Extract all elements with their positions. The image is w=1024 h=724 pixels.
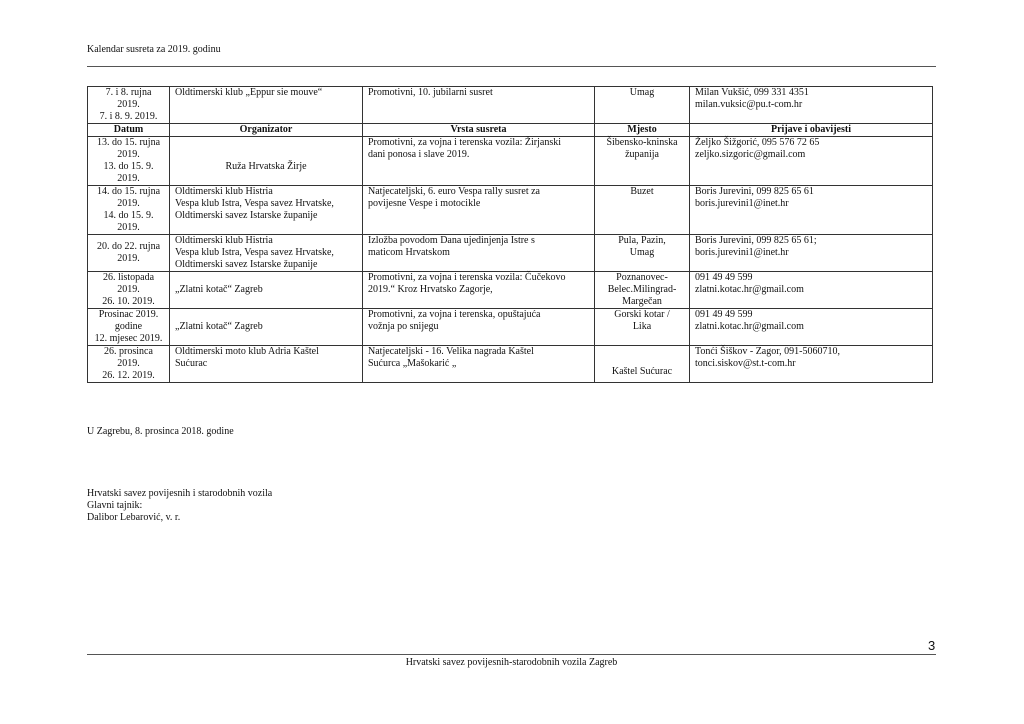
cell-line: Promotivni, za vojna i terenska, opuštajuća (368, 309, 541, 320)
table-row (88, 235, 933, 272)
type-cell (363, 87, 595, 124)
cell-line: vožnja po snijegu (368, 321, 439, 332)
organizer-cell (170, 346, 363, 383)
signature-block (87, 488, 272, 524)
cell-line: Boris Jurevini, 099 825 65 61; (695, 235, 817, 246)
cell-line: 7. i 8. rujna (105, 87, 152, 98)
date-cell (88, 346, 170, 383)
cell-line: 26. 10. 2019. (102, 296, 155, 307)
signature-name: Dalibor Lebarović, v. r. (87, 512, 181, 523)
date-cell (88, 186, 170, 235)
cell-line: godine (114, 321, 143, 332)
cell-line: Oldtimerski moto klub Adria Kaštel (175, 346, 319, 357)
footer-divider (87, 654, 936, 655)
cell-line: 2019. (117, 173, 140, 184)
cell-line: Milan Vukšić, 099 331 4351 (695, 87, 809, 98)
cell-line: 26. listopada (102, 272, 155, 283)
organizer-cell (170, 309, 363, 346)
cell-line: zeljko.sizgoric@gmail.com (695, 149, 806, 160)
place-cell (595, 272, 690, 309)
type-cell (363, 235, 595, 272)
column-header-place: Mjesto (595, 124, 690, 137)
column-header-contact: Prijave i obavijesti (690, 124, 933, 137)
cell-line: 14. do 15. 9. (103, 210, 154, 221)
document-header-title: Kalendar susreta za 2019. godinu (87, 44, 221, 55)
cell-line: boris.jurevini1@inet.hr (695, 247, 789, 258)
cell-line: Belec.Milingrad- (607, 284, 677, 295)
cell-line: Tonći Šiškov - Zagor, 091-5060710, (695, 346, 840, 357)
cell-line: Pula, Pazin, (618, 235, 666, 246)
cell-line: Umag (629, 87, 655, 98)
document-footer: Hrvatski savez povijesnih-starodobnih vozila Zagreb (405, 657, 618, 668)
cell-line: 7. i 8. 9. 2019. (99, 111, 158, 122)
contact-cell (690, 235, 933, 272)
cell-line: Margečan (622, 296, 662, 307)
contact-cell (690, 87, 933, 124)
table-row (88, 272, 933, 309)
cell-line: povijesne Vespe i motocikle (368, 198, 481, 209)
table-row (88, 346, 933, 383)
cell-line: milan.vuksic@pu.t-com.hr (695, 99, 803, 110)
date-cell (88, 272, 170, 309)
cell-line: Poznanovec- (616, 272, 668, 283)
cell-line: Boris Jurevini, 099 825 65 61 (695, 186, 814, 197)
place-cell (595, 309, 690, 346)
place-cell (595, 87, 690, 124)
cell-line: Oldtimerski savez Istarske županije (175, 210, 318, 221)
organizer-cell (170, 272, 363, 309)
cell-line: zlatni.kotac.hr@gmail.com (695, 321, 804, 332)
cell-line: „Zlatni kotač“ Zagreb (175, 284, 263, 295)
contact-cell (690, 186, 933, 235)
type-cell (363, 346, 595, 383)
type-cell (363, 309, 595, 346)
cell-line: 26. prosinca (104, 346, 153, 357)
date-cell (88, 87, 170, 124)
column-header-date: Datum (88, 124, 170, 137)
cell-line: tonci.siskov@st.t-com.hr (695, 358, 796, 369)
cell-line: boris.jurevini1@inet.hr (695, 198, 789, 209)
cell-line: maticom Hrvatskom (368, 247, 450, 258)
event-calendar-table (87, 86, 933, 383)
cell-line: 2019. (117, 149, 140, 160)
contact-cell (690, 272, 933, 309)
column-header-organizer: Organizator (170, 124, 363, 137)
cell-line: Željko Šižgorić, 095 576 72 65 (695, 137, 820, 148)
cell-line: „Zlatni kotač“ Zagreb (175, 321, 263, 332)
page-number: 3 (928, 638, 936, 653)
cell-line: Promotivni, za vojna i terenska vozila: Žirjanski (368, 137, 562, 148)
cell-line: 091 49 49 599 (695, 309, 753, 320)
cell-line: Vespa klub Istra, Vespa savez Hrvatske, (175, 198, 334, 209)
cell-line: Ruža Hrvatska Žirje (225, 161, 307, 172)
cell-line: Oldtimerski klub Histria (175, 186, 273, 197)
table-row (88, 137, 933, 186)
cell-line: Buzet (630, 186, 654, 197)
cell-line: 2019. (117, 253, 140, 264)
cell-line: 2019. (117, 222, 140, 233)
cell-line: Izložba povodom Dana ujedinjenja Istre s (368, 235, 535, 246)
column-header-type: Vrsta susreta (363, 124, 595, 137)
cell-line: 091 49 49 599 (695, 272, 753, 283)
place-and-date: U Zagrebu, 8. prosinca 2018. godine (87, 426, 234, 437)
cell-line: županija (625, 149, 659, 160)
organizer-cell (170, 87, 363, 124)
cell-line: Natjecateljski, 6. euro Vespa rally susret za (368, 186, 540, 197)
cell-line: 13. do 15. 9. (103, 161, 154, 172)
cell-line: Lika (632, 321, 652, 332)
cell-line: Sućurac (175, 358, 208, 369)
cell-line: 2019.“ Kroz Hrvatsko Zagorje, (368, 284, 493, 295)
cell-line: Kaštel Sućurac (611, 366, 673, 377)
cell-line: zlatni.kotac.hr@gmail.com (695, 284, 804, 295)
signature-organization: Hrvatski savez povijesnih i starodobnih vozila (87, 488, 273, 499)
contact-cell (690, 137, 933, 186)
cell-line: Oldtimerski klub Histria (175, 235, 273, 246)
cell-line: 2019. (117, 99, 140, 110)
cell-line: Natjecateljski - 16. Velika nagrada Kaštel (368, 346, 534, 357)
table-row (88, 87, 933, 124)
cell-line: Šibensko-kninska (606, 137, 678, 148)
cell-line: Oldtimerski savez Istarske županije (175, 259, 318, 270)
type-cell (363, 186, 595, 235)
cell-line: Promotivni, za vojna i terenska vozila: Čučekovo (368, 272, 566, 283)
cell-line: 2019. (117, 358, 140, 369)
cell-line: Prosinac 2019. (98, 309, 159, 320)
table-header-row (88, 124, 933, 137)
date-cell (88, 235, 170, 272)
organizer-cell (170, 186, 363, 235)
header-divider (87, 66, 936, 67)
cell-line: 14. do 15. rujna (96, 186, 161, 197)
cell-line: Sućurca „Mašokarić „ (368, 358, 457, 369)
cell-line: Umag (629, 247, 655, 258)
place-cell (595, 186, 690, 235)
table-row (88, 309, 933, 346)
cell-line: Oldtimerski klub „Eppur sie mouve“ (175, 87, 323, 98)
table-row (88, 186, 933, 235)
place-cell (595, 137, 690, 186)
type-cell (363, 272, 595, 309)
place-cell (595, 346, 690, 383)
cell-line: 26. 12. 2019. (102, 370, 155, 381)
date-cell (88, 137, 170, 186)
signature-role: Glavni tajnik: (87, 500, 143, 511)
organizer-cell (170, 137, 363, 186)
cell-line: 13. do 15. rujna (96, 137, 161, 148)
cell-line: 20. do 22. rujna (96, 241, 161, 252)
cell-line: Promotivni, 10. jubilarni susret (368, 87, 493, 98)
place-cell (595, 235, 690, 272)
cell-line: 2019. (117, 198, 140, 209)
cell-line: 2019. (117, 284, 140, 295)
cell-line: 12. mjesec 2019. (94, 333, 163, 344)
date-cell (88, 309, 170, 346)
contact-cell (690, 346, 933, 383)
contact-cell (690, 309, 933, 346)
cell-line: dani ponosa i slave 2019. (368, 149, 470, 160)
type-cell (363, 137, 595, 186)
organizer-cell (170, 235, 363, 272)
cell-line: Gorski kotar / (614, 309, 670, 320)
cell-line: Vespa klub Istra, Vespa savez Hrvatske, (175, 247, 334, 258)
